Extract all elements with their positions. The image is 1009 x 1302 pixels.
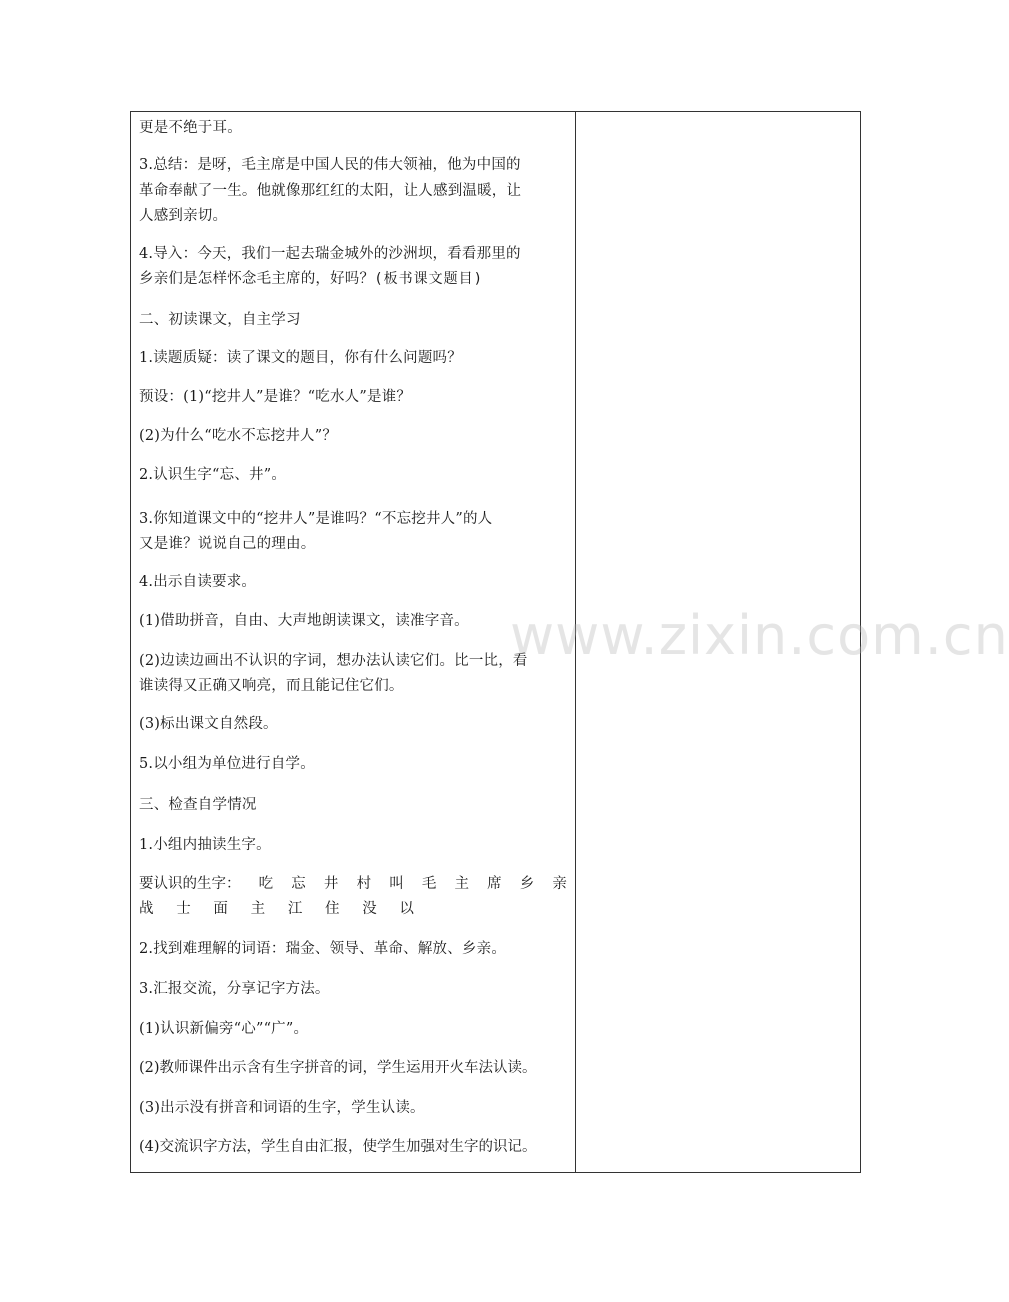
s2-item-4-1: (1)借助拼音，自由、大声地朗读课文，读准字音。 [139,613,469,629]
section-2-heading: 二、初读课文，自主学习 [139,312,301,328]
s2-item-2: 2.认识生字“忘、井”。 [139,467,287,483]
vocab-char: 江 [287,901,303,917]
watermark: www.zixin.com.cn [510,604,1009,667]
s2-item-5: 5.以小组为单位进行自学。 [139,756,315,772]
vocab-char: 以 [399,901,414,917]
vocab-char: 没 [362,901,377,917]
vocab-char: 战 [139,901,154,917]
intro-line-1: 4.导入：今天，我们一起去瑞金城外的沙洲坝，看看那里的 [139,246,521,262]
section-3-heading: 三、检查自学情况 [139,797,257,813]
s3-item-3: 3.汇报交流，分享记字方法。 [139,981,330,997]
vocab-char: 井 [323,876,339,892]
vocab-char: 主 [250,901,266,917]
vocab-char: 忘 [291,876,306,892]
vocab-char: 士 [176,901,191,917]
vocab-char: 主 [454,876,469,892]
s3-item-3-4: (4)交流识字方法，学生自由汇报，使学生加强对生字的识记。 [139,1139,537,1155]
vocab-char: 席 [487,876,502,892]
intro-line-2-text: 乡亲们是怎样怀念毛主席的，好吗？ [139,271,375,287]
s2-preset: 预设：(1)“挖井人”是谁？“吃水人”是谁？ [139,389,412,405]
s3-item-1: 1.小组内抽读生字。 [139,837,271,853]
vocab-char: 吃 [258,876,274,892]
notes-column [576,112,860,1172]
paragraph-line: 更是不绝于耳。 [139,120,242,136]
vocab-char: 住 [325,901,340,917]
s3-item-3-1: (1)认识新偏旁“心”“广”。 [139,1021,309,1037]
vocab-char: 面 [213,901,228,917]
vocab-char: 乡 [519,876,535,892]
s2-item-4-2-line-2: 谁读得又正确又响亮，而且能记住它们。 [139,678,404,694]
s2-item-4-3: (3)标出课文自然段。 [139,716,278,732]
vocab-label: 要认识的生字： [139,876,241,892]
s3-item-3-3: (3)出示没有拼音和词语的生字，学生认读。 [139,1100,425,1116]
s2-item-3-line-2: 又是谁？说说自己的理由。 [139,536,316,552]
vocab-row-2 [139,897,414,921]
intro-line-2 [139,267,569,291]
summary-line-2: 革命奉献了一生。他就像那红红的太阳，让人感到温暖，让 [139,183,522,199]
s2-item-4-2-line-1: (2)边读边画出不认识的字词，想办法认读它们。比一比，看 [139,653,528,669]
teaching-content-column [131,112,576,1172]
vocab-char: 叫 [389,876,404,892]
s2-preset-2: (2)为什么“吃水不忘挖井人”？ [139,428,338,444]
s2-item-4: 4.出示自读要求。 [139,574,257,590]
summary-line-1: 3.总结：是呀，毛主席是中国人民的伟大领袖，他为中国的 [139,157,521,173]
vocab-char: 村 [356,876,372,892]
vocab-char: 亲 [552,876,567,892]
s2-item-3-line-1: 3.你知道课文中的“挖井人”是谁吗？“不忘挖井人”的人 [139,511,493,527]
summary-line-3: 人感到亲切。 [139,208,228,224]
vocab-char: 毛 [421,876,437,892]
s2-item-1: 1.读题质疑：读了课文的题目，你有什么问题吗？ [139,350,462,366]
s3-item-2: 2.找到难理解的词语：瑞金、领导、革命、解放、乡亲。 [139,941,507,957]
board-note: (板书课文题目) [374,271,484,287]
vocab-row-1 [139,872,567,896]
lesson-table [130,111,861,1173]
s3-item-3-2: (2)教师课件出示含有生字拼音的词，学生运用开火车法认读。 [139,1060,537,1076]
